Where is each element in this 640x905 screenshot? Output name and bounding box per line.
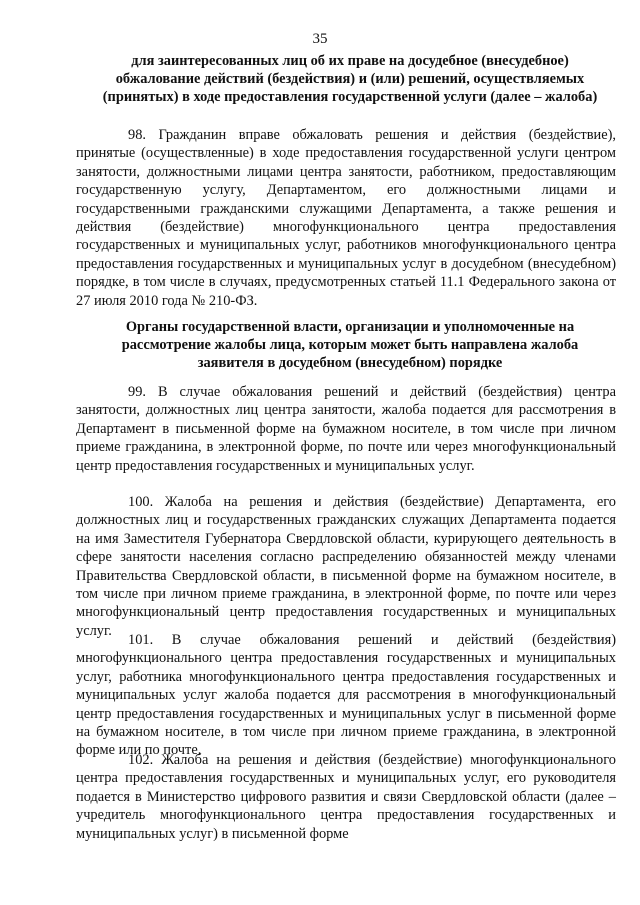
paragraph-99: 99. В случае обжалования решений и действий (бездействия) центра занятости, должностных лиц центра занятости, жалоба подается для рассмотрения в Департамент в письменной форме на бумажном носителе, в том числе при личном приеме гражданина, в электронной форме, по почте или через многофункциональный центр предоставления государственных и муниципальных услуг. (76, 384, 616, 474)
section-heading-complaint-right: для заинтересованных лиц об их праве на досудебное (внесудебное) обжалование действий (бездействия) и (или) решений, осуществляемых (принятых) в ходе предоставления государственной услуги (далее – жалоба) (102, 53, 598, 106)
paragraph-101: 101. В случае обжалования решений и действий (бездействия) многофункционального центра предоставления государственных и муниципальных услуг, работника многофункционального центра предоставления государственных и муниципальных услуг жалоба подается для рассмотрения в многофункциональный центр предоставления государственных и муниципальных услуг в письменной форме на бумажном носителе, в том числе при личном приеме гражданина, в электронной форме или по почте. (76, 632, 616, 759)
paragraph-100: 100. Жалоба на решения и действия (бездействие) Департамента, его должностных лиц и государственных гражданских служащих Департамента подается на имя Заместителя Губернатора Свердловской области, курирующего деятельность в сфере занятости населения согласно распределению обязанностей между членами Правительства Свердловской области, в письменной форме на бумажном носителе, в том числе при личном приеме гражданина, в электронной форме, по почте или через многофункциональный центр предоставления государственных и муниципальных услуг. (76, 494, 616, 639)
paragraph-98: 98. Гражданин вправе обжаловать решения и действия (бездействие), принятые (осуществленные) в ходе предоставления государственной услуги центром занятости, должностными лицами центра занятости, работником, предоставляющим государственную услугу, Департаментом, его должностными лицами и государственными гражданскими служащими Департамента, а также решения и действия (бездействие) многофункционального центра предоставления государственных и муниципальных услуг, работников многофункционального центра предоставления государственных и муниципальных услуг в досудебном (внесудебном) порядке, в том числе в случаях, предусмотренных статьей 11.1 Федерального закона от 27 июля 2010 года № 210-ФЗ. (76, 127, 616, 309)
paragraph-102: 102. Жалоба на решения и действия (бездействие) многофункционального центра предоставления государственных и муниципальных услуг, его руководителя подается в Министерство цифрового развития и связи Свердловской области (далее – учредитель многофункционального центра предоставления государственных и муниципальных услуг) в письменной форме (76, 752, 616, 842)
page-number: 35 (312, 31, 328, 47)
section-heading-complaint-bodies: Органы государственной власти, организации и уполномоченные на рассмотрение жалобы лица, которым может быть направлена жалоба заявителя в досудебном (внесудебном) порядке (121, 319, 579, 372)
